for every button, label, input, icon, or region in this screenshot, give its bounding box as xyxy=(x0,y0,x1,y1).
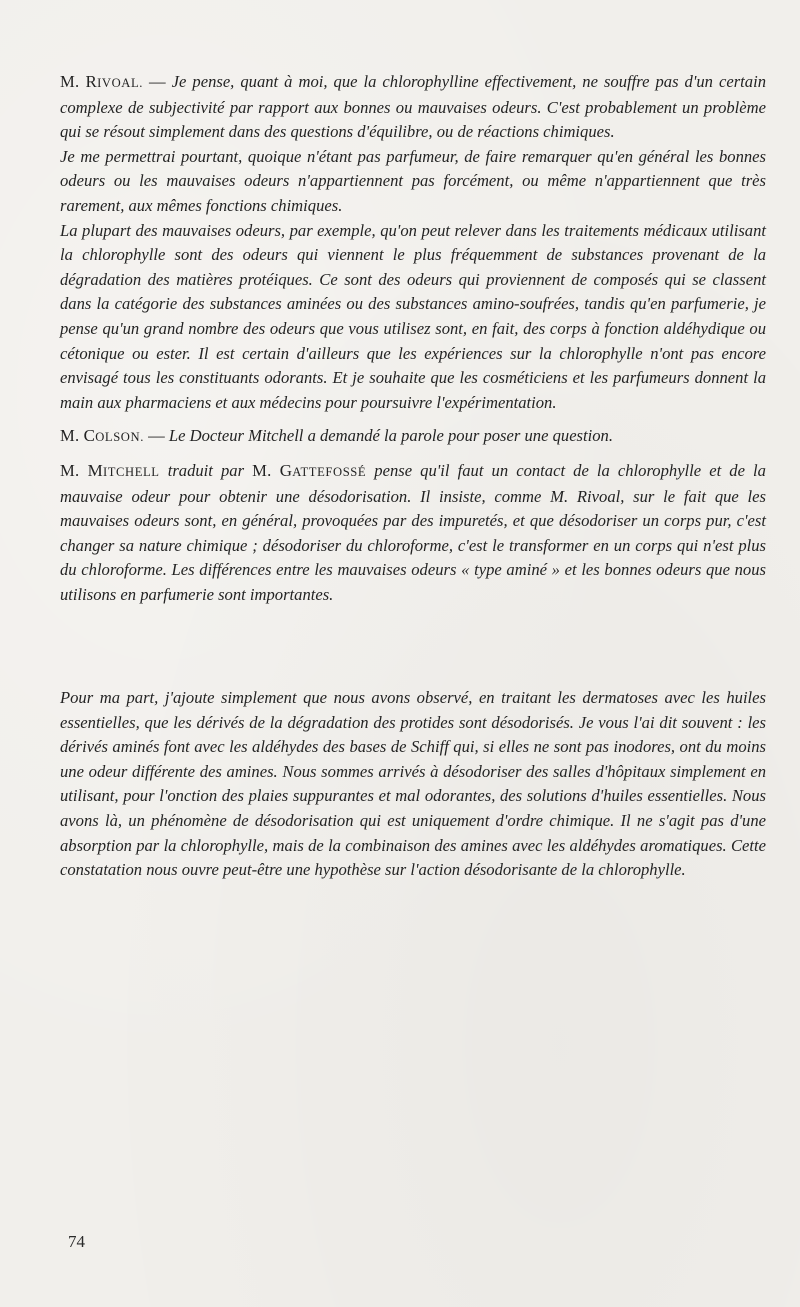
discussion-block xyxy=(60,70,766,607)
paragraph-colson xyxy=(60,424,766,450)
paragraph-rivoal xyxy=(60,70,766,145)
paragraph-continuation-1: Je me permettrai pourtant, quoique n'étant pas parfumeur, de faire remarquer qu'en général les bonnes odeurs ou les mauvaises odeurs n'appartiennent pas forcément, ou même n'appartiennent que très rarement, aux mêmes fonctions chimiques. xyxy=(60,146,766,215)
paragraph-mitchell xyxy=(60,459,766,608)
speech-text: Je pense, quant à moi, que la chlorophylline effectivement, ne souffre pas d'un certain complexe de subjectivité par rapport aux bonnes ou mauvaises odeurs. C'est probablement un problème qui se résout simplement dans des questions d'équilibre, ou de réactions chimiques. xyxy=(60,72,766,142)
speaker-gattefosse: M. GATTEFOSSÉ xyxy=(252,460,367,480)
speech-text: Le Docteur Mitchell a demandé la parole pour poser une question. xyxy=(168,426,613,446)
paragraph-continuation-2: La plupart des mauvaises odeurs, par exemple, qu'on peut relever dans les traitements médicaux utilisant la chlorophylle sont des odeurs qui viennent le plus fréquemment de substances provenant de la dégradation des matières protéiques. Ce sont des odeurs qui proviennent de composés qui se classent dans la catégorie des substances aminées ou des substances amino-soufrées, tandis qu'en parfumerie, je pense qu'un grand nombre des odeurs que vous utilisez sont, en fait, des corps à fonction aldéhydique ou cétonique ou ester. Il est certain d'ailleurs que les expériences sur la chlorophylle n'ont pas encore envisagé tous les constituants odorants. Et je souhaite que les cosméticiens et les parfumeurs donnent la main aux pharmaciens et aux médecins pour poursuivre l'expérimentation. xyxy=(60,220,766,412)
speaker-rivoal: M. RIVOAL. xyxy=(60,72,143,91)
speech-text: pense qu'il faut un contact de la chlorophylle et de la mauvaise odeur pour obtenir une désodorisation. Il insiste, comme M. Rivoal, sur le fait que les mauvaises odeurs sont, en général, provoquées par des impuretés, et que désodoriser un corps pur, c'est changer sa nature chimique ; désodoriser du chloroforme, c'est le transformer en un corps qui n'est plus du chloroforme. Les différences entre les mauvaises odeurs « type aminé » et les bonnes odeurs que nous utilisons en parfumerie sont importantes. xyxy=(60,460,766,604)
paragraph-closing: Pour ma part, j'ajoute simplement que nous avons observé, en traitant les dermatoses avec les huiles essentielles, que les dérivés de la dégradation des protides sont désodorisés. Je vous l'ai dit souvent : les dérivés aminés font avec les aldéhydes des bases de Schiff qui, si elles ne sont pas inodores, ont du moins une odeur différente des amines. Nous sommes arrivés à désodoriser des salles d'hôpitaux simplement en utilisant, pour l'onction des plaies suppurantes et mal odorantes, des solutions d'huiles essentielles. Nous avons là, un phénomène de désodorisation qui est uniquement d'ordre chimique. Il ne s'agit pas d'une absorption par la chlorophylle, mais de la combinaison des amines avec les aldéhydes aromatiques. Cette constatation nous ouvre peut-être une hypothèse sur l'action désodorisante de la chlorophylle. xyxy=(60,688,766,880)
page-number: 74 xyxy=(68,1232,85,1251)
closing-remarks-block xyxy=(60,686,766,883)
speaker-colson: M. COLSON. xyxy=(60,426,144,446)
dash: — xyxy=(149,72,166,91)
dash: — xyxy=(148,426,165,446)
translated-by-label: traduit par xyxy=(167,460,245,480)
speaker-mitchell: M. MITCHELL xyxy=(60,460,160,480)
